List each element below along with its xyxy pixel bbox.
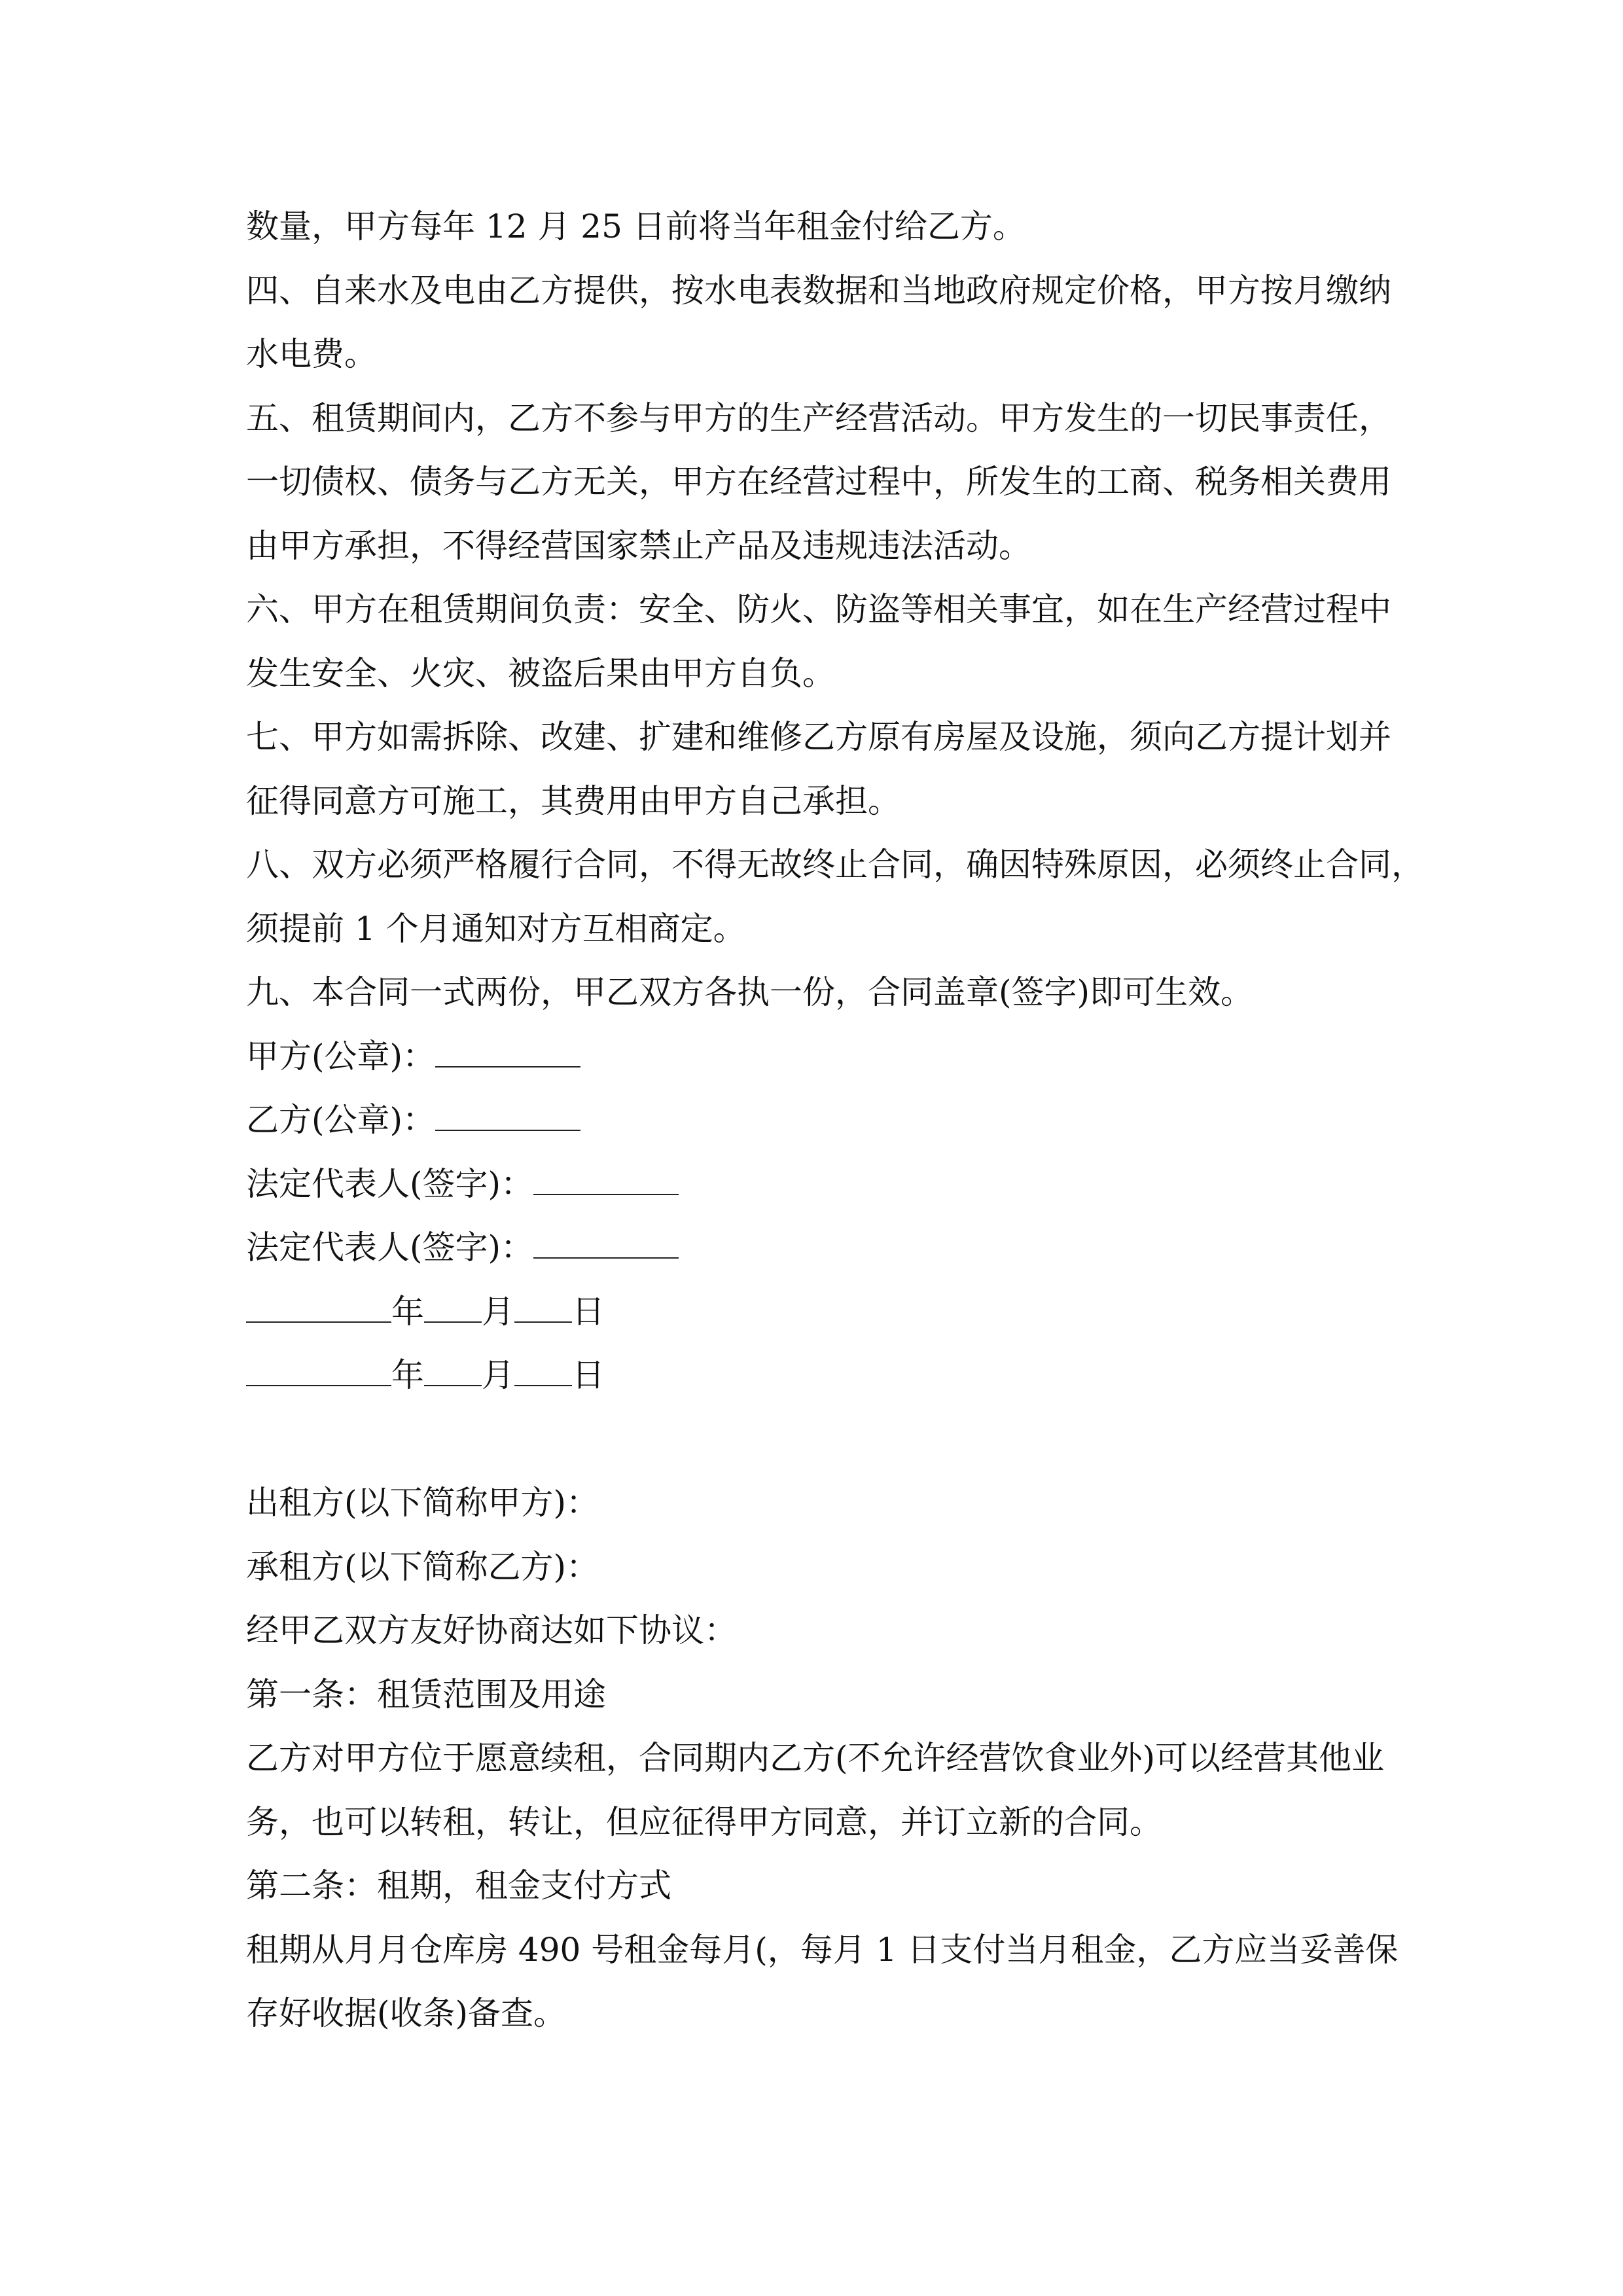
year-blank[interactable] (246, 1283, 391, 1323)
paragraph-line: 务，也可以转租，转让，但应征得甲方同意，并订立新的合同。 (246, 1803, 1162, 1841)
rep-b-signature-blank[interactable] (533, 1219, 679, 1259)
paragraph-line: 乙方对甲方位于愿意续租，合同期内乙方(不允许经营饮食业外)可以经营其他业 (246, 1739, 1385, 1777)
clause-8: 八、双方必须严格履行合同，不得无故终止合同，确因特殊原因，必须终止合同， (246, 846, 1424, 884)
date-line-1 (246, 1280, 1424, 1344)
lessee-line: 承租方(以下简称乙方)： (246, 1547, 599, 1586)
party-a-seal-blank[interactable] (435, 1028, 580, 1067)
paragraph-line: 发生安全、火灾、被盗后果由甲方自负。 (246, 654, 835, 692)
rep-a-signature-label: 法定代表人(签字)： (246, 1164, 534, 1203)
month-label: 月 (482, 1292, 514, 1331)
clause-6: 六、甲方在租赁期间负责：安全、防火、防盗等相关事宜，如在生产经营过程中 (246, 590, 1391, 628)
lessor-line: 出租方(以下简称甲方)： (246, 1484, 599, 1522)
party-a-seal-label: 甲方(公章)： (246, 1037, 436, 1075)
agreement-intro: 经甲乙双方友好协商达如下协议： (246, 1611, 737, 1649)
party-b-seal-blank[interactable] (435, 1092, 580, 1131)
paragraph-line: 由甲方承担，不得经营国家禁止产品及违规违法活动。 (246, 526, 1031, 565)
paragraph-line: 须提前 1 个月通知对方互相商定。 (246, 909, 746, 948)
paragraph-line: 存好收据(收条)备查。 (246, 1994, 567, 2032)
year-label: 年 (391, 1292, 424, 1331)
spacer (246, 1408, 1424, 1472)
paragraph-line: 征得同意方可施工，其费用由甲方自己承担。 (246, 781, 901, 820)
clause-4: 四、自来水及电由乙方提供，按水电表数据和当地政府规定价格，甲方按月缴纳 (246, 271, 1391, 310)
day-label: 日 (572, 1292, 605, 1331)
paragraph-line: 一切债权、债务与乙方无关，甲方在经营过程中，所发生的工商、税务相关费用 (246, 463, 1391, 501)
rep-a-signature-blank[interactable] (533, 1156, 679, 1195)
day-blank[interactable] (514, 1347, 572, 1386)
clause-5: 五、租赁期间内，乙方不参与甲方的生产经营活动。甲方发生的一切民事责任， (246, 399, 1391, 437)
month-blank[interactable] (424, 1347, 482, 1386)
day-label: 日 (572, 1356, 605, 1394)
day-blank[interactable] (514, 1283, 572, 1323)
rep-b-signature-line (246, 1216, 1424, 1280)
party-a-seal-line (246, 1025, 1424, 1089)
month-label: 月 (482, 1356, 514, 1394)
month-blank[interactable] (424, 1283, 482, 1323)
paragraph-line: 租期从月月仓库房 490 号租金每月(，每月 1 日支付当月租金，乙方应当妥善保 (246, 1930, 1399, 1969)
article-2-heading: 第二条：租期，租金支付方式 (246, 1867, 671, 1905)
rep-b-signature-label: 法定代表人(签字)： (246, 1229, 534, 1266)
year-blank[interactable] (246, 1347, 391, 1386)
clause-7: 七、甲方如需拆除、改建、扩建和维修乙方原有房屋及设施，须向乙方提计划并 (246, 718, 1391, 756)
clause-9: 九、本合同一式两份，甲乙双方各执一份，合同盖章(签字)即可生效。 (246, 973, 1254, 1011)
party-b-seal-line (246, 1088, 1424, 1153)
document-page (246, 195, 1424, 2046)
rep-a-signature-line (246, 1153, 1424, 1217)
paragraph-line: 水电费。 (246, 335, 377, 373)
paragraph-line: 数量，甲方每年 12 月 25 日前将当年租金付给乙方。 (246, 207, 1026, 245)
article-1-heading: 第一条：租赁范围及用途 (246, 1675, 606, 1713)
year-label: 年 (391, 1356, 424, 1394)
party-b-seal-label: 乙方(公章)： (246, 1101, 436, 1139)
date-line-2 (246, 1344, 1424, 1408)
